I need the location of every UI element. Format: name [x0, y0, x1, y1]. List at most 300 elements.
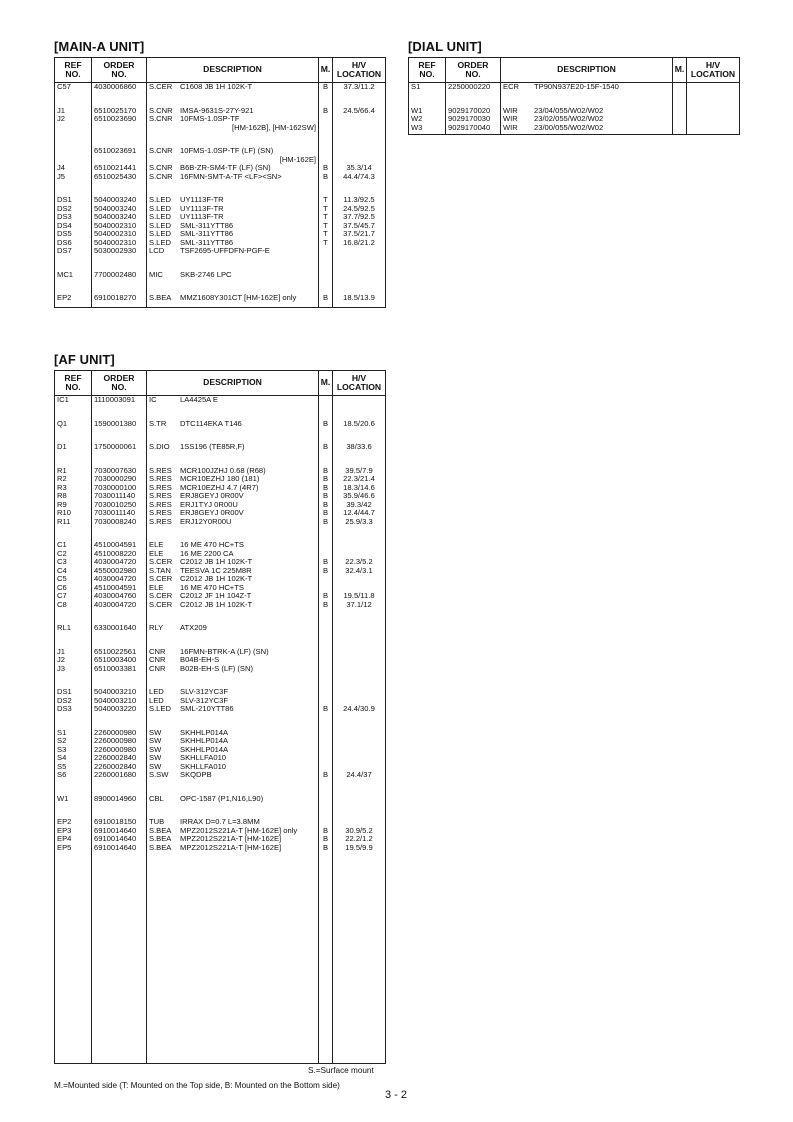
location-cell: 35.9/46.6 — [333, 492, 386, 501]
mounted-cell — [319, 780, 333, 795]
location-cell — [333, 575, 386, 584]
description-column-header: DESCRIPTION — [501, 58, 673, 83]
location-cell: 19.5/11.8 — [333, 592, 386, 601]
description-cell: S.CER C2012 JB 1H 102K-T — [147, 558, 319, 567]
mounted-cell — [319, 271, 333, 280]
location-cell — [333, 780, 386, 795]
part-type: ECR — [503, 82, 520, 91]
location-cell — [333, 852, 386, 1063]
location-column-header: H/V LOCATION — [687, 58, 740, 83]
table-row — [55, 196, 386, 205]
location-cell — [333, 115, 386, 124]
description-cell: S.LED SML-311YTT86 — [147, 222, 319, 231]
spacer-row — [55, 279, 386, 294]
header-row — [409, 58, 740, 83]
description-cell: S.BEA MPZ2012S221A-T [HM-162E] only — [147, 827, 319, 836]
mounted-cell: B — [319, 835, 333, 844]
order-cell: 6510003400 — [92, 656, 147, 665]
ref-cell: DS7 — [55, 247, 92, 256]
description-cell: S.TR DTC114EKA T146 — [147, 420, 319, 429]
description-cell: S.CER C2012 JF 1H 104Z-T — [147, 592, 319, 601]
ref-cell: S4 — [55, 754, 92, 763]
location-cell — [687, 115, 740, 124]
order-cell — [92, 609, 147, 624]
ref-cell — [409, 132, 446, 134]
location-cell: 38/33.6 — [333, 443, 386, 452]
part-type: LCD — [149, 247, 165, 255]
part-type: IC — [149, 395, 157, 404]
ref-cell: R3 — [55, 484, 92, 493]
part-type: S.RES — [149, 475, 172, 483]
location-cell — [333, 256, 386, 271]
description-cell: WIR 23/00/055/W02/W02 — [501, 124, 673, 133]
mounted-cell: B — [319, 844, 333, 853]
description-cell: TUB IRRAX D=0.7 L=3.8MM — [147, 818, 319, 827]
description-cell: S.CNR 10FMS-1.0SP-TF — [147, 115, 319, 124]
table-row — [55, 107, 386, 116]
location-cell — [333, 247, 386, 256]
part-type: S.BEA — [149, 835, 172, 843]
location-cell: 39.5/7.9 — [333, 467, 386, 476]
part-type: S.BEA — [149, 843, 172, 852]
mounted-cell — [319, 673, 333, 688]
mounted-cell — [319, 852, 333, 1063]
location-cell: 18.5/13.9 — [333, 294, 386, 303]
table-row — [55, 567, 386, 576]
ref-cell: C1 — [55, 541, 92, 550]
ref-cell — [55, 132, 92, 147]
ref-cell: DS4 — [55, 222, 92, 231]
mounted-cell — [319, 124, 333, 133]
spacer-row — [55, 428, 386, 443]
part-type: SW — [149, 762, 162, 771]
order-cell: 5040003240 — [92, 196, 147, 205]
table-header — [55, 58, 386, 83]
part-type: S.TAN — [149, 566, 171, 575]
ref-cell: D1 — [55, 443, 92, 452]
mounted-cell — [319, 656, 333, 665]
order-column-header: ORDER NO. — [92, 58, 147, 83]
mounted-cell: T — [319, 196, 333, 205]
part-type: CBL — [149, 794, 164, 803]
order-cell: 6910014640 — [92, 827, 147, 836]
mounted-cell — [319, 279, 333, 294]
description-cell: SW SKHHLP014A — [147, 737, 319, 746]
location-cell — [333, 156, 386, 165]
mounted-cell — [319, 396, 333, 405]
ref-cell: DS1 — [55, 688, 92, 697]
table-row — [55, 737, 386, 746]
description-cell: S.LED SML-210YTT86 — [147, 705, 319, 714]
ref-cell — [55, 452, 92, 467]
location-cell — [333, 665, 386, 674]
table-row — [55, 729, 386, 738]
location-cell: 24.4/37 — [333, 771, 386, 780]
description-cell: ECR TP90N937E20-15F-1540 — [501, 83, 673, 92]
part-type: S.RES — [149, 500, 172, 509]
mounted-cell — [319, 818, 333, 827]
location-cell — [333, 541, 386, 550]
part-type: S.CER — [149, 592, 173, 600]
location-cell — [333, 609, 386, 624]
mounted-cell — [319, 452, 333, 467]
description-cell: S.CNR 16FMN-SMT-A-TF <LF><SN> — [147, 173, 319, 182]
description-cell: S.CNR B6B-ZR-SM4-TF (LF) (SN) — [147, 164, 319, 173]
order-cell: 2260002840 — [92, 754, 147, 763]
ref-cell: C8 — [55, 601, 92, 610]
order-cell: 7030000100 — [92, 484, 147, 493]
part-type: S.CER — [149, 575, 173, 583]
description-cell — [147, 428, 319, 443]
description-cell — [147, 803, 319, 818]
table-row — [55, 558, 386, 567]
description-cell: S.CER C2012 JB 1H 102K-T — [147, 601, 319, 610]
part-type: S.CNR — [149, 164, 173, 172]
part-type: S.BEA — [149, 826, 172, 835]
description-cell — [147, 303, 319, 308]
table-row — [55, 575, 386, 584]
description-column-header: DESCRIPTION — [147, 371, 319, 396]
ref-cell: C2 — [55, 550, 92, 559]
location-cell — [333, 746, 386, 755]
table-row — [55, 665, 386, 674]
description-cell: LED SLV-312YC3F — [147, 688, 319, 697]
mounted-cell — [673, 124, 687, 133]
order-cell: 4030004720 — [92, 575, 147, 584]
part-type: S.LED — [149, 221, 171, 230]
order-cell: 4510008220 — [92, 550, 147, 559]
order-cell: 5040003240 — [92, 213, 147, 222]
part-type: S.LED — [149, 213, 171, 221]
order-cell: 7030011140 — [92, 492, 147, 501]
description-cell — [501, 92, 673, 107]
mounted-cell — [319, 697, 333, 706]
ref-cell — [55, 852, 92, 1063]
ref-cell — [55, 803, 92, 818]
table-row — [55, 230, 386, 239]
order-cell: 6330001640 — [92, 624, 147, 633]
mounted-cell — [673, 132, 687, 134]
description-cell: S.RES ERJ8GEYJ 0R00V — [147, 492, 319, 501]
table-row — [55, 213, 386, 222]
order-cell — [92, 181, 147, 196]
ref-cell: EP2 — [55, 818, 92, 827]
table-row — [55, 624, 386, 633]
order-cell: 1590001380 — [92, 420, 147, 429]
location-cell — [333, 147, 386, 156]
order-cell — [92, 803, 147, 818]
ref-cell: DS3 — [55, 705, 92, 714]
mounted-cell — [319, 584, 333, 593]
order-cell: 2260002840 — [92, 763, 147, 772]
ref-cell: C7 — [55, 592, 92, 601]
surface-mount-note: S.=Surface mount — [308, 1066, 374, 1075]
table-row — [55, 467, 386, 476]
location-cell: 18.3/14.6 — [333, 484, 386, 493]
part-type: S.SW — [149, 771, 169, 779]
order-cell: 6510003381 — [92, 665, 147, 674]
spacer-row — [55, 852, 386, 1063]
table-row — [55, 501, 386, 510]
mounted-cell: B — [319, 294, 333, 303]
part-type: S.BEA — [149, 294, 172, 302]
table-row — [55, 844, 386, 853]
location-cell — [333, 714, 386, 729]
location-cell: 18.5/20.6 — [333, 420, 386, 429]
location-cell — [333, 124, 386, 133]
table-row — [55, 550, 386, 559]
description-cell — [147, 256, 319, 271]
part-type: ELE — [149, 549, 164, 558]
ref-cell: C4 — [55, 567, 92, 576]
order-cell — [92, 124, 147, 133]
location-cell — [333, 271, 386, 280]
location-cell — [687, 107, 740, 116]
location-cell: 24.5/92.5 — [333, 205, 386, 214]
description-cell: SW SKHHLP014A — [147, 729, 319, 738]
order-cell: 9029170040 — [446, 124, 501, 133]
table-row — [55, 795, 386, 804]
ref-cell: W3 — [409, 124, 446, 133]
mounted-cell: B — [319, 558, 333, 567]
ref-cell: R9 — [55, 501, 92, 510]
ref-cell — [55, 303, 92, 308]
spacer-row — [55, 714, 386, 729]
location-cell: 37.3/11.2 — [333, 83, 386, 92]
ref-cell: DS5 — [55, 230, 92, 239]
location-cell: 25.9/3.3 — [333, 518, 386, 527]
order-cell: 2260000980 — [92, 729, 147, 738]
table-row — [55, 818, 386, 827]
mounted-cell — [319, 754, 333, 763]
part-type: S.CNR — [149, 106, 173, 115]
table-row — [55, 518, 386, 527]
order-cell: 6510025430 — [92, 173, 147, 182]
ref-cell — [55, 428, 92, 443]
ref-cell: MC1 — [55, 271, 92, 280]
mounted-cell: B — [319, 107, 333, 116]
table-row — [55, 648, 386, 657]
table-row — [55, 835, 386, 844]
order-cell — [92, 714, 147, 729]
order-cell: 2260000980 — [92, 746, 147, 755]
ref-cell: R8 — [55, 492, 92, 501]
mounted-cell: B — [319, 443, 333, 452]
order-cell: 2260001680 — [92, 771, 147, 780]
mounted-cell: T — [319, 222, 333, 231]
order-cell: 2250000220 — [446, 83, 501, 92]
spacer-row — [55, 181, 386, 196]
table-row — [55, 656, 386, 665]
table-row — [55, 156, 386, 165]
description-cell: CBL OPC-1587 (P1,N16,L90) — [147, 795, 319, 804]
mounted-cell: B — [319, 827, 333, 836]
mounted-cell: B — [319, 601, 333, 610]
ref-cell: DS2 — [55, 205, 92, 214]
table-row — [55, 239, 386, 248]
description-cell: S.RES ERJ8GEYJ 0R00V — [147, 509, 319, 518]
mounted-cell — [319, 115, 333, 124]
mounted-cell — [319, 256, 333, 271]
mounted-cell — [319, 147, 333, 156]
mounted-cell: B — [319, 475, 333, 484]
location-cell: 22.3/21.4 — [333, 475, 386, 484]
description-cell: CNR B02B-EH-S (LF) (SN) — [147, 665, 319, 674]
order-cell: 5040002310 — [92, 230, 147, 239]
order-column-header: ORDER NO. — [446, 58, 501, 83]
order-cell: 6910014640 — [92, 844, 147, 853]
order-cell: 9029170020 — [446, 107, 501, 116]
part-type: SW — [149, 737, 162, 745]
mounted-cell — [319, 92, 333, 107]
order-cell: 1110003091 — [92, 396, 147, 405]
location-cell — [333, 132, 386, 147]
ref-cell: EP2 — [55, 294, 92, 303]
order-cell — [446, 132, 501, 134]
mounted-column-header: M. — [319, 58, 333, 83]
ref-cell: DS2 — [55, 697, 92, 706]
mounted-cell — [319, 156, 333, 165]
table-header — [55, 371, 386, 396]
ref-cell — [55, 633, 92, 648]
part-type: S.TR — [149, 419, 167, 428]
main-a-parts-table — [54, 57, 386, 308]
table-row — [55, 475, 386, 484]
order-cell: 6510023690 — [92, 115, 147, 124]
order-cell — [92, 852, 147, 1063]
description-cell: S.RES MCR10EZHJ 180 (181) — [147, 475, 319, 484]
description-cell: S.BEA MPZ2012S221A-T [HM-162E] — [147, 844, 319, 853]
ref-column-header: REF NO. — [55, 58, 92, 83]
mounted-cell — [319, 428, 333, 443]
description-cell: S.LED SML-311YTT86 — [147, 239, 319, 248]
mounted-cell — [319, 303, 333, 308]
spacer-row — [409, 132, 740, 134]
order-cell — [92, 452, 147, 467]
location-cell: 24.5/66.4 — [333, 107, 386, 116]
order-cell: 5040003220 — [92, 705, 147, 714]
ref-cell: C6 — [55, 584, 92, 593]
mounted-cell: T — [319, 230, 333, 239]
order-cell: 6510022561 — [92, 648, 147, 657]
ref-cell: R2 — [55, 475, 92, 484]
description-cell: CNR B04B-EH-S — [147, 656, 319, 665]
location-cell: 44.4/74.3 — [333, 173, 386, 182]
ref-cell: J3 — [55, 665, 92, 674]
spacer-row — [55, 780, 386, 795]
table-row — [409, 115, 740, 124]
description-cell: LED SLV-312YC3F — [147, 697, 319, 706]
ref-cell: C3 — [55, 558, 92, 567]
description-cell: S.LED UY1113F-TR — [147, 213, 319, 222]
location-cell — [333, 633, 386, 648]
order-cell — [92, 780, 147, 795]
location-cell — [333, 673, 386, 688]
mounted-cell: T — [319, 205, 333, 214]
mounted-cell: T — [319, 213, 333, 222]
part-type: RLY — [149, 624, 164, 632]
mounted-cell: B — [319, 705, 333, 714]
ref-cell: EP4 — [55, 835, 92, 844]
location-cell — [333, 754, 386, 763]
order-cell: 6510023691 — [92, 147, 147, 156]
description-cell — [147, 405, 319, 420]
part-type: S.RES — [149, 517, 172, 526]
order-cell: 7030000290 — [92, 475, 147, 484]
description-cell: RLY ATX209 — [147, 624, 319, 633]
location-cell: 16.8/21.2 — [333, 239, 386, 248]
location-cell — [333, 526, 386, 541]
header-row — [55, 371, 386, 396]
description-cell: SW SKHLLFA010 — [147, 754, 319, 763]
description-cell: [HM-162E] — [147, 156, 319, 165]
description-cell — [147, 852, 319, 1063]
spacer-row — [55, 452, 386, 467]
part-type: S.LED — [149, 705, 171, 713]
ref-cell: W1 — [55, 795, 92, 804]
location-cell — [333, 624, 386, 633]
table-row — [55, 584, 386, 593]
part-type: ELE — [149, 541, 164, 549]
mounted-cell — [319, 575, 333, 584]
table-row — [409, 124, 740, 133]
description-cell: S.BEA MPZ2012S221A-T [HM-162E] — [147, 835, 319, 844]
mounted-cell — [319, 648, 333, 657]
ref-cell: J4 — [55, 164, 92, 173]
order-cell — [446, 92, 501, 107]
location-cell: 22.3/5.2 — [333, 558, 386, 567]
description-cell: S.CER C2012 JB 1H 102K-T — [147, 575, 319, 584]
location-cell — [687, 124, 740, 133]
spacer-row — [55, 526, 386, 541]
spacer-row — [55, 303, 386, 308]
ref-cell: RL1 — [55, 624, 92, 633]
location-cell — [333, 818, 386, 827]
description-cell: CNR 16FMN-BTRK-A (LF) (SN) — [147, 648, 319, 657]
header-row — [55, 58, 386, 83]
ref-cell — [55, 405, 92, 420]
order-cell: 6510025170 — [92, 107, 147, 116]
description-cell: S.RES MCR100JZHJ 0.68 (R68) — [147, 467, 319, 476]
ref-column-header: REF NO. — [55, 371, 92, 396]
mounted-cell — [319, 541, 333, 550]
location-cell — [333, 648, 386, 657]
mounted-cell — [319, 526, 333, 541]
mounted-cell — [319, 132, 333, 147]
table-row — [55, 771, 386, 780]
location-cell: 22.2/1.2 — [333, 835, 386, 844]
description-cell — [501, 132, 673, 134]
mounted-cell — [319, 665, 333, 674]
part-type: S.CNR — [149, 147, 173, 155]
table-row — [55, 173, 386, 182]
order-cell — [92, 279, 147, 294]
order-cell: 7030011140 — [92, 509, 147, 518]
part-type: SW — [149, 728, 162, 737]
part-type: WIR — [503, 106, 518, 115]
ref-cell: IC1 — [55, 396, 92, 405]
ref-cell: Q1 — [55, 420, 92, 429]
mounted-cell: B — [319, 592, 333, 601]
ref-cell: S1 — [409, 83, 446, 92]
ref-cell: S6 — [55, 771, 92, 780]
dial-title: [DIAL UNIT] — [408, 39, 482, 54]
location-cell: 37.7/92.5 — [333, 213, 386, 222]
ref-column-header: REF NO. — [409, 58, 446, 83]
order-cell: 5040002310 — [92, 222, 147, 231]
part-type: MIC — [149, 270, 163, 279]
mounted-cell — [319, 795, 333, 804]
